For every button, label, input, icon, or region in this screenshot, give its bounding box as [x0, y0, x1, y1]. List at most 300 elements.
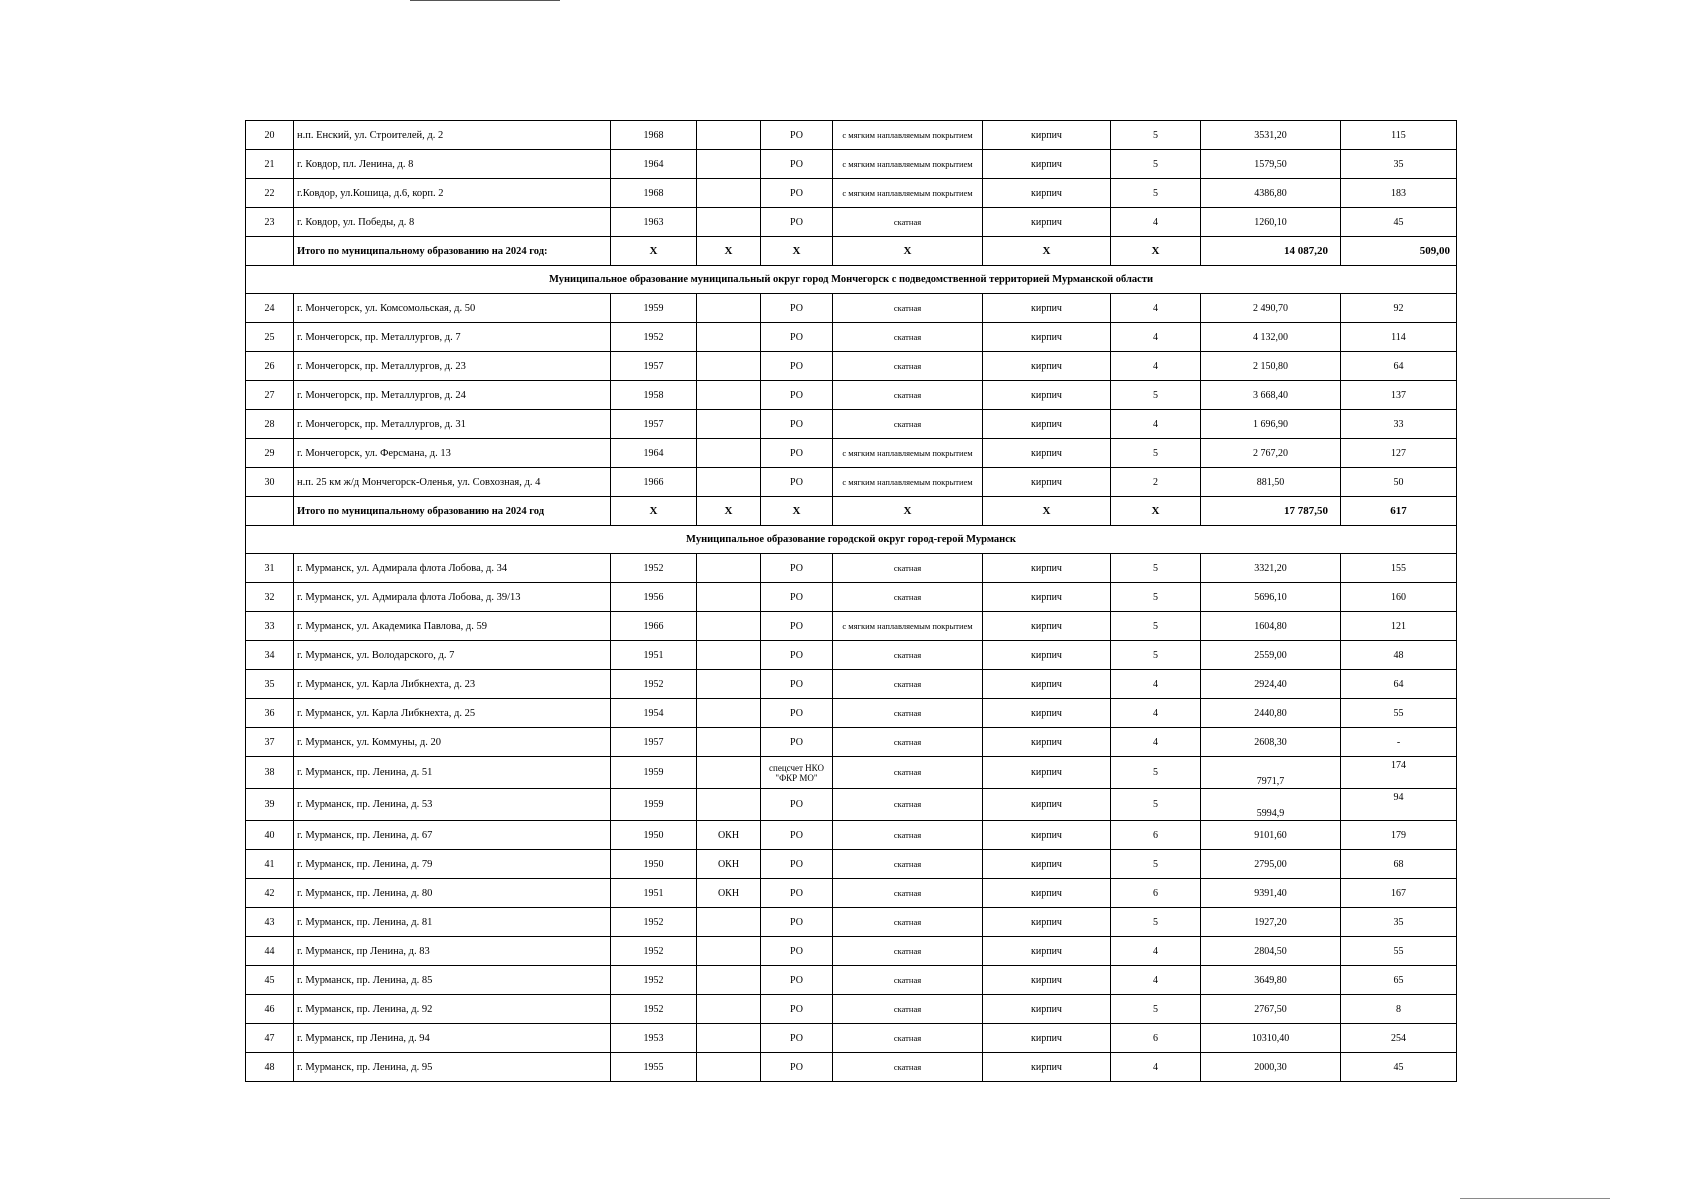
heritage-cell — [697, 352, 761, 381]
row-number: 42 — [246, 879, 294, 908]
heritage-cell — [697, 995, 761, 1024]
year-cell: 1952 — [611, 554, 697, 583]
wall-material-cell: кирпич — [983, 612, 1111, 641]
residents-cell: 167 — [1341, 879, 1457, 908]
table-row — [246, 121, 1457, 150]
wall-material-cell: кирпич — [983, 641, 1111, 670]
year-cell: 1966 — [611, 612, 697, 641]
wall-material-cell: кирпич — [983, 1024, 1111, 1053]
total-x-mark: Х — [833, 497, 983, 526]
year-cell: 1952 — [611, 908, 697, 937]
total-x-mark: Х — [697, 237, 761, 266]
heritage-cell — [697, 439, 761, 468]
row-number: 31 — [246, 554, 294, 583]
heritage-cell — [697, 908, 761, 937]
total-area: 17 787,50 — [1201, 497, 1341, 526]
floors-cell: 5 — [1111, 641, 1201, 670]
roof-type-cell: скатная — [833, 208, 983, 237]
fund-method-cell: РО — [761, 641, 833, 670]
fund-method-cell: РО — [761, 789, 833, 821]
residents-cell: 35 — [1341, 908, 1457, 937]
row-number: 39 — [246, 789, 294, 821]
wall-material-cell: кирпич — [983, 468, 1111, 497]
roof-type-cell: с мягким наплавляемым покрытием — [833, 121, 983, 150]
address-cell: г. Мурманск, пр. Ленина, д. 85 — [294, 966, 611, 995]
heritage-cell — [697, 937, 761, 966]
address-cell: г. Мурманск, пр Ленина, д. 94 — [294, 1024, 611, 1053]
address-cell: г. Мурманск, ул. Коммуны, д. 20 — [294, 728, 611, 757]
section-title: Муниципальное образование городской округ город-герой Мурманск — [246, 526, 1457, 554]
heritage-cell — [697, 966, 761, 995]
heritage-cell — [697, 1024, 761, 1053]
wall-material-cell: кирпич — [983, 381, 1111, 410]
year-cell: 1950 — [611, 821, 697, 850]
roof-type-cell: скатная — [833, 789, 983, 821]
year-cell: 1952 — [611, 995, 697, 1024]
residents-cell: 121 — [1341, 612, 1457, 641]
area-cell: 1579,50 — [1201, 150, 1341, 179]
floors-cell: 4 — [1111, 323, 1201, 352]
floors-cell: 5 — [1111, 995, 1201, 1024]
floors-cell: 6 — [1111, 1024, 1201, 1053]
section-header-row — [246, 526, 1457, 554]
area-cell: 4386,80 — [1201, 179, 1341, 208]
year-cell: 1952 — [611, 966, 697, 995]
wall-material-cell: кирпич — [983, 410, 1111, 439]
roof-type-cell: скатная — [833, 699, 983, 728]
address-cell: г. Мурманск, пр. Ленина, д. 79 — [294, 850, 611, 879]
roof-type-cell: скатная — [833, 1053, 983, 1082]
row-number: 34 — [246, 641, 294, 670]
wall-material-cell: кирпич — [983, 121, 1111, 150]
roof-type-cell: скатная — [833, 583, 983, 612]
row-number: 28 — [246, 410, 294, 439]
residents-cell: 50 — [1341, 468, 1457, 497]
table-row — [246, 850, 1457, 879]
heritage-cell — [697, 323, 761, 352]
roof-type-cell: скатная — [833, 728, 983, 757]
roof-type-cell: скатная — [833, 966, 983, 995]
roof-type-cell: скатная — [833, 908, 983, 937]
total-residents: 617 — [1341, 497, 1457, 526]
table-row — [246, 381, 1457, 410]
table-row — [246, 439, 1457, 468]
roof-type-cell: скатная — [833, 821, 983, 850]
fund-method-cell: РО — [761, 381, 833, 410]
row-number: 45 — [246, 966, 294, 995]
housing-register-table — [245, 120, 1457, 1082]
wall-material-cell: кирпич — [983, 995, 1111, 1024]
row-number: 32 — [246, 583, 294, 612]
wall-material-cell: кирпич — [983, 554, 1111, 583]
year-cell: 1957 — [611, 728, 697, 757]
row-number: 40 — [246, 821, 294, 850]
address-cell: г. Мурманск, пр Ленина, д. 83 — [294, 937, 611, 966]
area-cell: 1604,80 — [1201, 612, 1341, 641]
row-number: 30 — [246, 468, 294, 497]
table-body — [246, 121, 1457, 1082]
wall-material-cell: кирпич — [983, 757, 1111, 789]
area-cell: 2795,00 — [1201, 850, 1341, 879]
address-cell: г. Мурманск, пр. Ленина, д. 53 — [294, 789, 611, 821]
fund-method-cell: РО — [761, 583, 833, 612]
address-cell: г. Мончегорск, пр. Металлургов, д. 23 — [294, 352, 611, 381]
fund-method-cell: РО — [761, 121, 833, 150]
heritage-cell — [697, 179, 761, 208]
area-cell: 9101,60 — [1201, 821, 1341, 850]
table-row — [246, 879, 1457, 908]
total-x-mark: Х — [1111, 237, 1201, 266]
wall-material-cell: кирпич — [983, 908, 1111, 937]
floors-cell: 4 — [1111, 410, 1201, 439]
heritage-cell — [697, 1053, 761, 1082]
year-cell: 1952 — [611, 670, 697, 699]
wall-material-cell: кирпич — [983, 323, 1111, 352]
fund-method-cell: РО — [761, 554, 833, 583]
roof-type-cell: скатная — [833, 1024, 983, 1053]
area-cell: 5696,10 — [1201, 583, 1341, 612]
address-cell: г. Мурманск, ул. Адмирала флота Лобова, д. 39/13 — [294, 583, 611, 612]
row-number: 27 — [246, 381, 294, 410]
total-x-mark: Х — [697, 497, 761, 526]
table-row — [246, 208, 1457, 237]
table-row — [246, 995, 1457, 1024]
floors-cell: 4 — [1111, 670, 1201, 699]
total-x-mark: Х — [983, 497, 1111, 526]
table-row — [246, 937, 1457, 966]
address-cell: г. Мончегорск, пр. Металлургов, д. 24 — [294, 381, 611, 410]
table-row — [246, 612, 1457, 641]
residents-cell: 254 — [1341, 1024, 1457, 1053]
fund-method-cell: РО — [761, 908, 833, 937]
residents-cell: 94 — [1341, 789, 1457, 821]
area-cell: 2804,50 — [1201, 937, 1341, 966]
wall-material-cell: кирпич — [983, 352, 1111, 381]
year-cell: 1966 — [611, 468, 697, 497]
roof-type-cell: скатная — [833, 995, 983, 1024]
wall-material-cell: кирпич — [983, 850, 1111, 879]
address-cell: г. Мончегорск, пр. Металлургов, д. 7 — [294, 323, 611, 352]
table-row — [246, 179, 1457, 208]
area-cell: 3321,20 — [1201, 554, 1341, 583]
wall-material-cell: кирпич — [983, 670, 1111, 699]
residents-cell: 64 — [1341, 670, 1457, 699]
wall-material-cell: кирпич — [983, 821, 1111, 850]
floors-cell: 4 — [1111, 294, 1201, 323]
table-row — [246, 789, 1457, 821]
total-x-mark: Х — [833, 237, 983, 266]
table-row — [246, 554, 1457, 583]
area-cell: 2608,30 — [1201, 728, 1341, 757]
total-x-mark: Х — [1111, 497, 1201, 526]
row-number: 23 — [246, 208, 294, 237]
heritage-cell — [697, 554, 761, 583]
floors-cell: 5 — [1111, 850, 1201, 879]
roof-type-cell: с мягким наплавляемым покрытием — [833, 468, 983, 497]
fund-method-cell: РО — [761, 150, 833, 179]
total-empty-cell — [246, 237, 294, 266]
floors-cell: 4 — [1111, 699, 1201, 728]
residents-cell: 45 — [1341, 1053, 1457, 1082]
total-x-mark: Х — [761, 237, 833, 266]
address-cell: г. Мурманск, пр. Ленина, д. 67 — [294, 821, 611, 850]
table-row — [246, 352, 1457, 381]
roof-type-cell: скатная — [833, 670, 983, 699]
roof-type-cell: скатная — [833, 641, 983, 670]
fund-method-cell: РО — [761, 1024, 833, 1053]
address-cell: г. Мурманск, ул. Карла Либкнехта, д. 23 — [294, 670, 611, 699]
residents-cell: 114 — [1341, 323, 1457, 352]
roof-type-cell: скатная — [833, 554, 983, 583]
residents-cell: 137 — [1341, 381, 1457, 410]
row-number: 47 — [246, 1024, 294, 1053]
year-cell: 1968 — [611, 179, 697, 208]
area-cell: 2 150,80 — [1201, 352, 1341, 381]
wall-material-cell: кирпич — [983, 699, 1111, 728]
address-cell: г. Мончегорск, ул. Ферсмана, д. 13 — [294, 439, 611, 468]
heritage-cell — [697, 789, 761, 821]
fund-method-cell: РО — [761, 612, 833, 641]
heritage-cell — [697, 150, 761, 179]
year-cell: 1951 — [611, 879, 697, 908]
roof-type-cell: скатная — [833, 850, 983, 879]
area-cell: 2559,00 — [1201, 641, 1341, 670]
roof-type-cell: с мягким наплавляемым покрытием — [833, 612, 983, 641]
row-number: 48 — [246, 1053, 294, 1082]
fund-method-cell: РО — [761, 937, 833, 966]
floors-cell: 5 — [1111, 554, 1201, 583]
address-cell: г.Ковдор, ул.Кошица, д.6, корп. 2 — [294, 179, 611, 208]
roof-type-cell: скатная — [833, 323, 983, 352]
heritage-cell: ОКН — [697, 879, 761, 908]
fund-method-cell: РО — [761, 410, 833, 439]
year-cell: 1964 — [611, 150, 697, 179]
total-row — [246, 237, 1457, 266]
roof-type-cell: с мягким наплавляемым покрытием — [833, 150, 983, 179]
year-cell: 1950 — [611, 850, 697, 879]
residents-cell: 68 — [1341, 850, 1457, 879]
address-cell: г. Мурманск, ул. Адмирала флота Лобова, д. 34 — [294, 554, 611, 583]
wall-material-cell: кирпич — [983, 728, 1111, 757]
section-title: Муниципальное образование муниципальный округ город Мончегорск с подведомственной территорией Мурманской области — [246, 266, 1457, 294]
fund-method-cell: РО — [761, 821, 833, 850]
table-row — [246, 294, 1457, 323]
year-cell: 1953 — [611, 1024, 697, 1053]
address-cell: г. Ковдор, пл. Ленина, д. 8 — [294, 150, 611, 179]
fund-method-cell: РО — [761, 439, 833, 468]
residents-cell: 55 — [1341, 699, 1457, 728]
year-cell: 1952 — [611, 937, 697, 966]
fund-method-cell: РО — [761, 879, 833, 908]
year-cell: 1954 — [611, 699, 697, 728]
year-cell: 1952 — [611, 323, 697, 352]
heritage-cell — [697, 670, 761, 699]
address-cell: г. Мурманск, ул. Володарского, д. 7 — [294, 641, 611, 670]
total-x-mark: Х — [761, 497, 833, 526]
area-cell: 1927,20 — [1201, 908, 1341, 937]
residents-cell: 160 — [1341, 583, 1457, 612]
residents-cell: 179 — [1341, 821, 1457, 850]
row-number: 33 — [246, 612, 294, 641]
wall-material-cell: кирпич — [983, 150, 1111, 179]
floors-cell: 5 — [1111, 583, 1201, 612]
floors-cell: 4 — [1111, 728, 1201, 757]
year-cell: 1963 — [611, 208, 697, 237]
year-cell: 1957 — [611, 410, 697, 439]
area-cell: 1 696,90 — [1201, 410, 1341, 439]
row-number: 26 — [246, 352, 294, 381]
area-cell: 10310,40 — [1201, 1024, 1341, 1053]
heritage-cell — [697, 583, 761, 612]
residents-cell: 183 — [1341, 179, 1457, 208]
fund-method-cell: РО — [761, 208, 833, 237]
floors-cell: 5 — [1111, 789, 1201, 821]
heritage-cell — [697, 757, 761, 789]
floors-cell: 6 — [1111, 821, 1201, 850]
area-cell: 2924,40 — [1201, 670, 1341, 699]
floors-cell: 4 — [1111, 208, 1201, 237]
total-x-mark: Х — [611, 497, 697, 526]
fund-method-cell: РО — [761, 995, 833, 1024]
area-cell: 2767,50 — [1201, 995, 1341, 1024]
wall-material-cell: кирпич — [983, 1053, 1111, 1082]
wall-material-cell: кирпич — [983, 937, 1111, 966]
heritage-cell: ОКН — [697, 850, 761, 879]
roof-type-cell: скатная — [833, 294, 983, 323]
row-number: 37 — [246, 728, 294, 757]
year-cell: 1956 — [611, 583, 697, 612]
table-row — [246, 757, 1457, 789]
area-cell: 1260,10 — [1201, 208, 1341, 237]
area-cell: 4 132,00 — [1201, 323, 1341, 352]
area-cell: 2 767,20 — [1201, 439, 1341, 468]
fund-method-cell: РО — [761, 966, 833, 995]
residents-cell: 48 — [1341, 641, 1457, 670]
residents-cell: - — [1341, 728, 1457, 757]
row-number: 20 — [246, 121, 294, 150]
table-row — [246, 641, 1457, 670]
residents-cell: 45 — [1341, 208, 1457, 237]
address-cell: н.п. Енский, ул. Строителей, д. 2 — [294, 121, 611, 150]
total-label: Итого по муниципальному образованию на 2024 год — [294, 497, 611, 526]
residents-cell: 174 — [1341, 757, 1457, 789]
floors-cell: 5 — [1111, 439, 1201, 468]
roof-type-cell: скатная — [833, 879, 983, 908]
fund-method-cell: РО — [761, 352, 833, 381]
residents-cell: 65 — [1341, 966, 1457, 995]
residents-cell: 127 — [1341, 439, 1457, 468]
address-cell: г. Мурманск, ул. Академика Павлова, д. 59 — [294, 612, 611, 641]
row-number: 43 — [246, 908, 294, 937]
section-header-row — [246, 266, 1457, 294]
floors-cell: 4 — [1111, 966, 1201, 995]
row-number: 25 — [246, 323, 294, 352]
year-cell: 1959 — [611, 757, 697, 789]
row-number: 29 — [246, 439, 294, 468]
roof-type-cell: скатная — [833, 352, 983, 381]
residents-cell: 33 — [1341, 410, 1457, 439]
floors-cell: 5 — [1111, 612, 1201, 641]
year-cell: 1955 — [611, 1053, 697, 1082]
heritage-cell — [697, 641, 761, 670]
fund-method-cell: РО — [761, 468, 833, 497]
residents-cell: 155 — [1341, 554, 1457, 583]
fund-method-cell: РО — [761, 670, 833, 699]
area-cell: 2 490,70 — [1201, 294, 1341, 323]
address-cell: г. Мончегорск, ул. Комсомольская, д. 50 — [294, 294, 611, 323]
scan-artifact-bottom — [1460, 1198, 1610, 1199]
table-row — [246, 728, 1457, 757]
residents-cell: 92 — [1341, 294, 1457, 323]
year-cell: 1968 — [611, 121, 697, 150]
area-cell: 3649,80 — [1201, 966, 1341, 995]
address-cell: г. Мурманск, ул. Карла Либкнехта, д. 25 — [294, 699, 611, 728]
roof-type-cell: скатная — [833, 757, 983, 789]
year-cell: 1957 — [611, 352, 697, 381]
year-cell: 1964 — [611, 439, 697, 468]
table-row — [246, 150, 1457, 179]
fund-method-cell: РО — [761, 323, 833, 352]
row-number: 24 — [246, 294, 294, 323]
table-row — [246, 1024, 1457, 1053]
address-cell: г. Мончегорск, пр. Металлургов, д. 31 — [294, 410, 611, 439]
fund-method-cell: РО — [761, 294, 833, 323]
year-cell: 1958 — [611, 381, 697, 410]
heritage-cell — [697, 612, 761, 641]
wall-material-cell: кирпич — [983, 439, 1111, 468]
table-row — [246, 410, 1457, 439]
total-empty-cell — [246, 497, 294, 526]
floors-cell: 5 — [1111, 121, 1201, 150]
address-cell: г. Ковдор, ул. Победы, д. 8 — [294, 208, 611, 237]
floors-cell: 2 — [1111, 468, 1201, 497]
scan-artifact-top — [410, 0, 560, 1]
table-row — [246, 1053, 1457, 1082]
roof-type-cell: с мягким наплавляемым покрытием — [833, 179, 983, 208]
floors-cell: 5 — [1111, 908, 1201, 937]
residents-cell: 115 — [1341, 121, 1457, 150]
floors-cell: 5 — [1111, 757, 1201, 789]
fund-method-cell: РО — [761, 1053, 833, 1082]
residents-cell: 64 — [1341, 352, 1457, 381]
roof-type-cell: скатная — [833, 381, 983, 410]
wall-material-cell: кирпич — [983, 208, 1111, 237]
floors-cell: 6 — [1111, 879, 1201, 908]
wall-material-cell: кирпич — [983, 179, 1111, 208]
residents-cell: 55 — [1341, 937, 1457, 966]
total-residents: 509,00 — [1341, 237, 1457, 266]
row-number: 22 — [246, 179, 294, 208]
row-number: 46 — [246, 995, 294, 1024]
address-cell: г. Мурманск, пр. Ленина, д. 80 — [294, 879, 611, 908]
heritage-cell — [697, 728, 761, 757]
year-cell: 1959 — [611, 789, 697, 821]
year-cell: 1951 — [611, 641, 697, 670]
wall-material-cell: кирпич — [983, 583, 1111, 612]
area-cell: 2000,30 — [1201, 1053, 1341, 1082]
heritage-cell: ОКН — [697, 821, 761, 850]
area-cell: 2440,80 — [1201, 699, 1341, 728]
fund-method-cell: спецсчет НКО "ФКР МО" — [761, 757, 833, 789]
table-row — [246, 699, 1457, 728]
year-cell: 1959 — [611, 294, 697, 323]
fund-method-cell: РО — [761, 699, 833, 728]
fund-method-cell: РО — [761, 179, 833, 208]
roof-type-cell: скатная — [833, 410, 983, 439]
table-row — [246, 583, 1457, 612]
table-row — [246, 468, 1457, 497]
total-x-mark: Х — [983, 237, 1111, 266]
